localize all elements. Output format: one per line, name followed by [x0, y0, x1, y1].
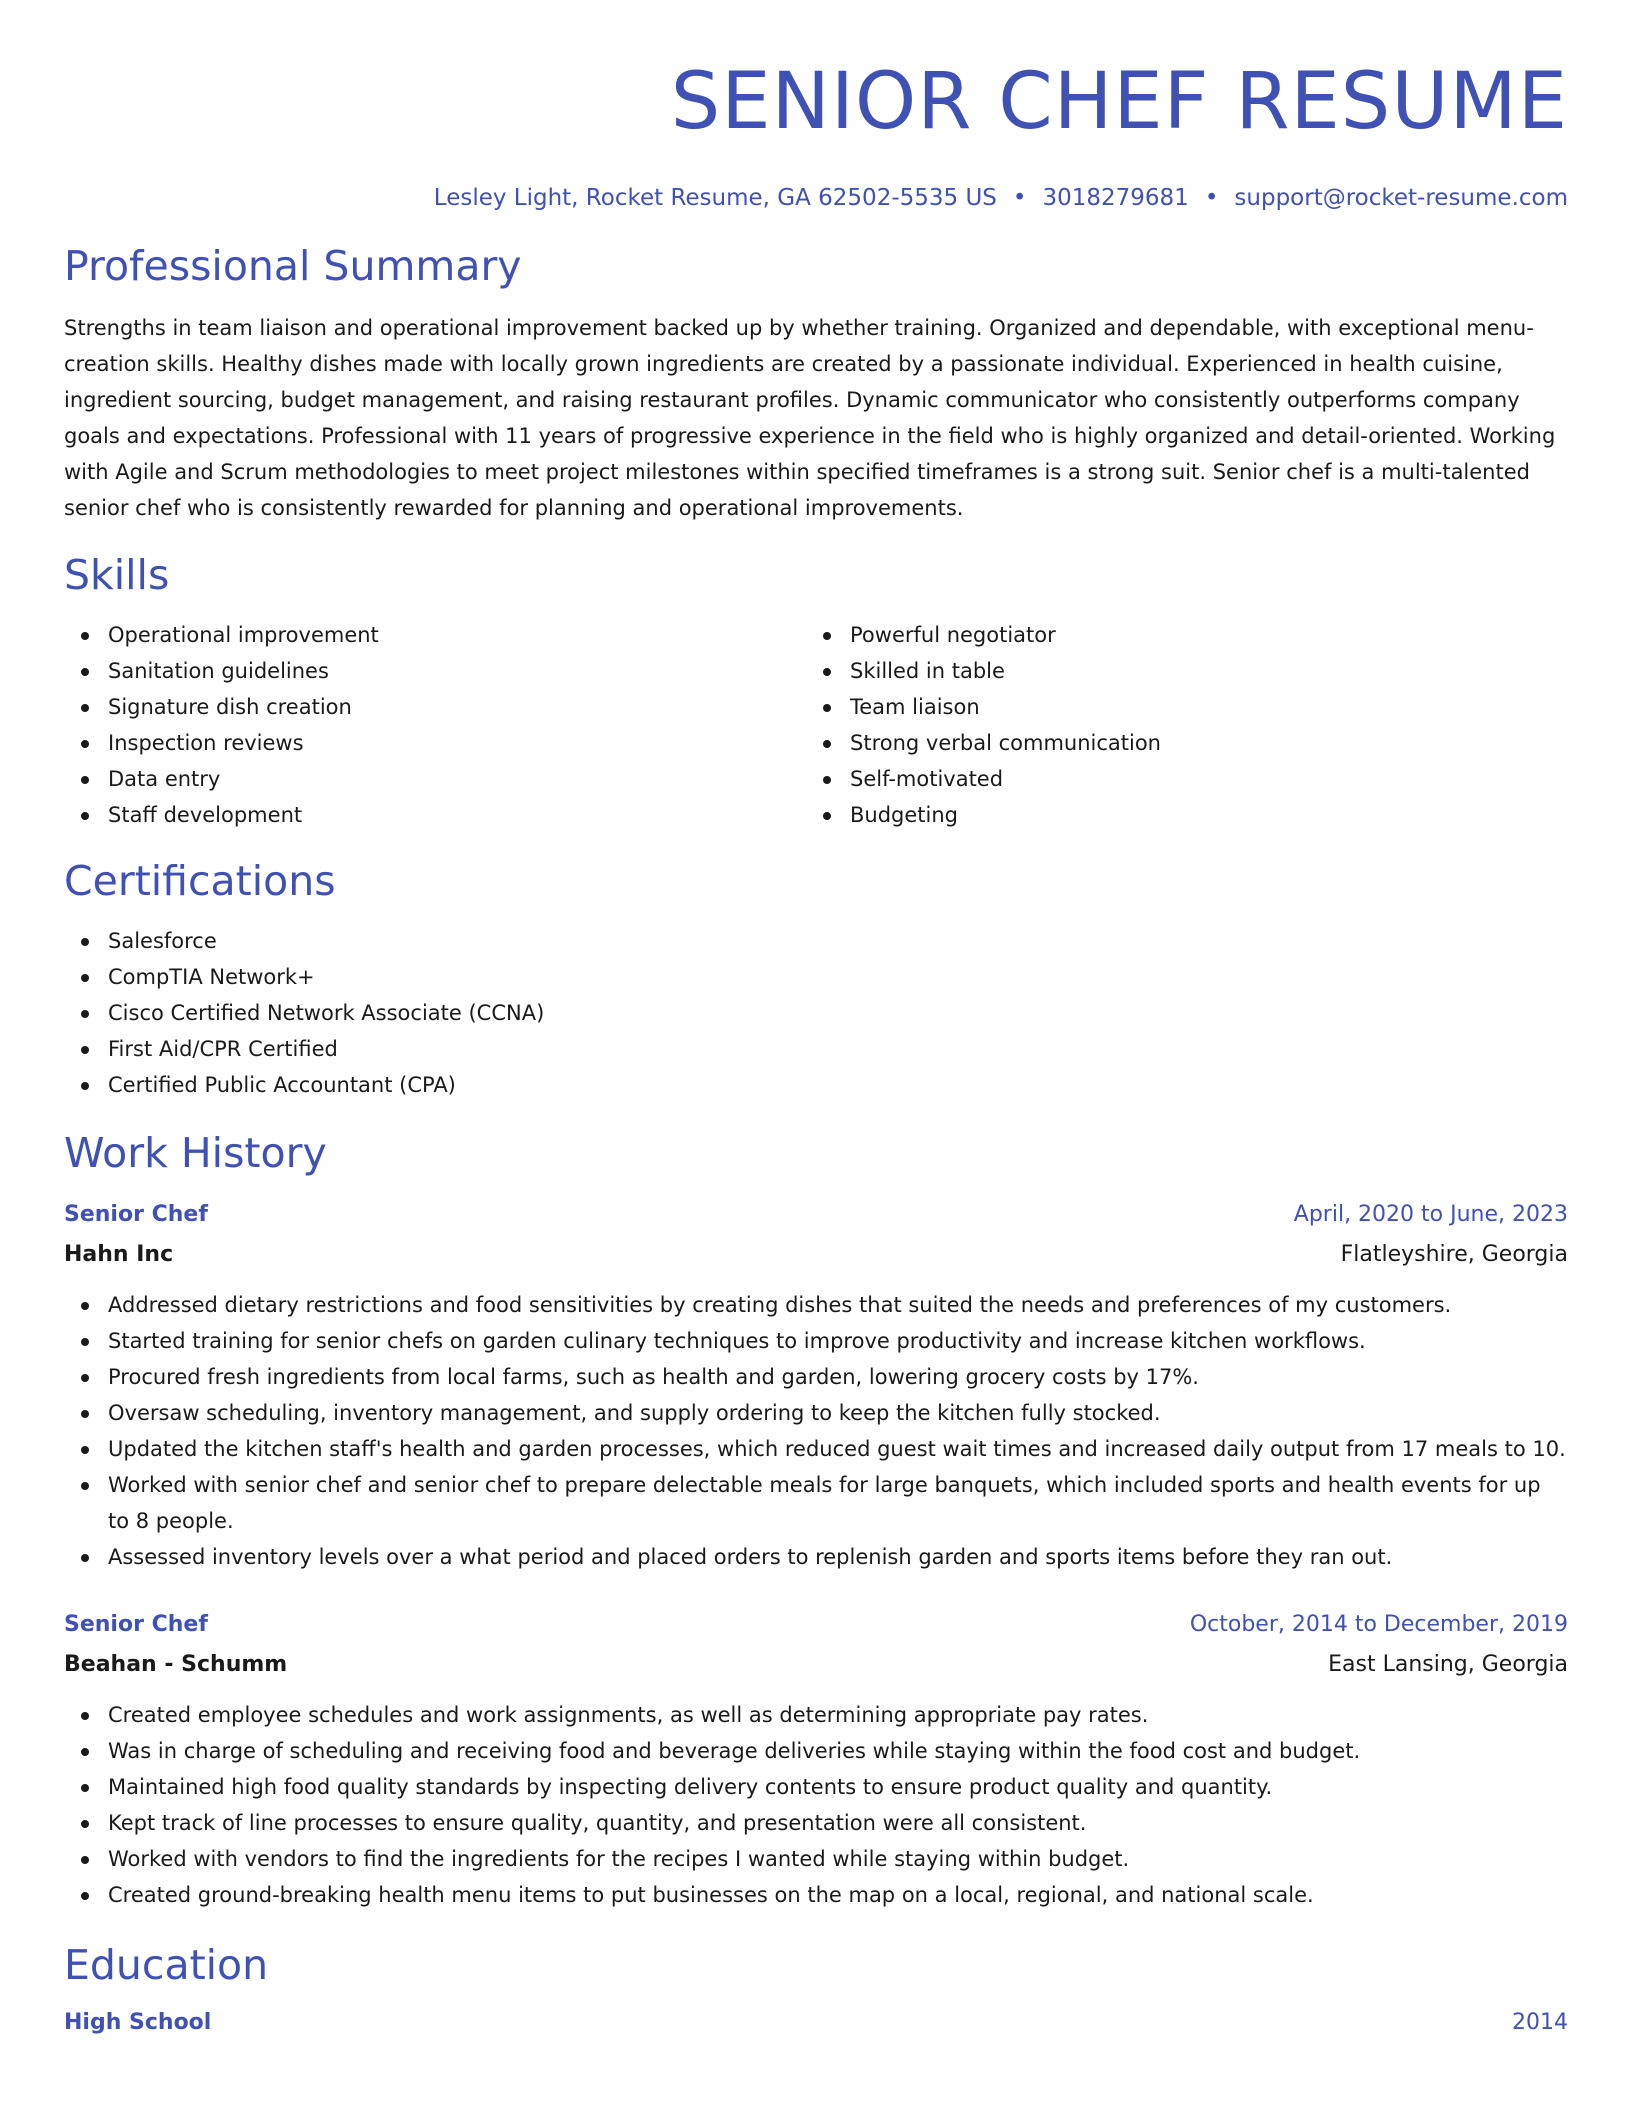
job-location: East Lansing, Georgia — [1328, 1652, 1568, 1677]
contact-separator: • — [1204, 185, 1219, 211]
job-subheader — [64, 1235, 1568, 1275]
skill-item: Data entry — [64, 761, 806, 797]
contact-email: support@rocket-resume.com — [1234, 185, 1568, 211]
skill-item: Team liaison — [806, 689, 1548, 725]
job-bullet: Worked with vendors to find the ingredients for the recipes I wanted while staying within budget. — [64, 1841, 1568, 1877]
section-heading-certifications: Certifications — [64, 857, 336, 905]
skill-item: Operational improvement — [64, 617, 806, 653]
contact-separator: • — [1012, 185, 1027, 211]
certifications-list — [64, 923, 1568, 1103]
skill-item: Skilled in table — [806, 653, 1548, 689]
contact-phone: 3018279681 — [1042, 185, 1189, 211]
job-bullet: Procured fresh ingredients from local farms, such as health and garden, lowering grocery costs by 17%. — [64, 1359, 1568, 1395]
job-bullet: Started training for senior chefs on garden culinary techniques to improve productivity and increase kitchen workflows. — [64, 1323, 1568, 1359]
job-dates: October, 2014 to December, 2019 — [1189, 1612, 1568, 1637]
section-heading-work-history: Work History — [64, 1129, 327, 1177]
job-header — [64, 1195, 1568, 1235]
job-bullet: Worked with senior chef and senior chef to prepare delectable meals for large banquets, which included sports and health events for up to 8 people. — [64, 1467, 1568, 1539]
job-bullets — [64, 1697, 1568, 1913]
job-header — [64, 1605, 1568, 1645]
skill-item: Strong verbal communication — [806, 725, 1548, 761]
job-subheader — [64, 1645, 1568, 1685]
section-heading-summary: Professional Summary — [64, 242, 522, 290]
job-company: Hahn Inc — [64, 1242, 174, 1267]
job-location: Flatleyshire, Georgia — [1340, 1242, 1568, 1267]
certification-item: Cisco Certified Network Associate (CCNA) — [64, 995, 1568, 1031]
job-entry — [64, 1605, 1568, 1913]
job-bullet: Created employee schedules and work assignments, as well as determining appropriate pay rates. — [64, 1697, 1568, 1733]
skill-item: Inspection reviews — [64, 725, 806, 761]
skill-item: Sanitation guidelines — [64, 653, 806, 689]
certification-item: Salesforce — [64, 923, 1568, 959]
job-bullet: Created ground-breaking health menu items to put businesses on the map on a local, regional, and national scale. — [64, 1877, 1568, 1913]
section-heading-skills: Skills — [64, 551, 170, 599]
certification-item: Certified Public Accountant (CPA) — [64, 1067, 1568, 1103]
certifications-section — [64, 855, 1568, 1103]
job-entry — [64, 1195, 1568, 1575]
job-bullet: Oversaw scheduling, inventory management, and supply ordering to keep the kitchen fully stocked. — [64, 1395, 1568, 1431]
skill-item: Staff development — [64, 797, 806, 833]
job-company: Beahan - Schumm — [64, 1652, 288, 1677]
skills-list-right — [806, 617, 1548, 833]
job-bullet: Addressed dietary restrictions and food sensitivities by creating dishes that suited the needs and preferences of my customers. — [64, 1287, 1568, 1323]
job-bullets — [64, 1287, 1568, 1575]
certification-item: First Aid/CPR Certified — [64, 1031, 1568, 1067]
certification-item: CompTIA Network+ — [64, 959, 1568, 995]
skill-item: Self-motivated — [806, 761, 1548, 797]
education-entry — [64, 2003, 1568, 2043]
contact-line — [64, 182, 1568, 214]
skills-list-left — [64, 617, 806, 833]
skills-column-right — [806, 617, 1548, 833]
summary-text: Strengths in team liaison and operational improvement backed up by whether training. Organized and dependable, with exceptional menu-creation skills. Healthy dishes made with locally grown ingredients are created by a passionate individual. Experienced in health cuisine, ingredient sourcing, budget management, and raising restaurant profiles. Dynamic communicator who consistently outperforms company goals and expectations. Professional with 11 years of progressive experience in the field who is highly organized and detail-oriented. Working with Agile and Scrum methodologies to meet project milestones within specified timeframes is a strong suit. Senior chef is a multi-talented senior chef who is consistently rewarded for planning and operational improvements. — [64, 316, 1556, 520]
job-title: Senior Chef — [64, 1202, 208, 1227]
skill-item: Budgeting — [806, 797, 1548, 833]
skills-section — [64, 549, 1568, 833]
skill-item: Signature dish creation — [64, 689, 806, 725]
education-section — [64, 1939, 1568, 2043]
job-bullet: Was in charge of scheduling and receiving food and beverage deliveries while staying within the food cost and budget. — [64, 1733, 1568, 1769]
job-dates: April, 2020 to June, 2023 — [1293, 1202, 1568, 1227]
resume-title: SENIOR CHEF RESUME — [670, 57, 1568, 147]
section-heading-education: Education — [64, 1941, 269, 1989]
education-year: 2014 — [1512, 2010, 1568, 2035]
contact-address: Lesley Light, Rocket Resume, GA 62502-5535 US — [433, 185, 997, 211]
job-bullet: Maintained high food quality standards by inspecting delivery contents to ensure product quality and quantity. — [64, 1769, 1568, 1805]
resume-header — [64, 52, 1568, 214]
summary-section — [64, 240, 1568, 526]
job-bullet: Kept track of line processes to ensure quality, quantity, and presentation were all consistent. — [64, 1805, 1568, 1841]
skills-columns — [64, 617, 1568, 833]
education-degree: High School — [64, 2010, 212, 2035]
work-history-section — [64, 1127, 1568, 1913]
job-title: Senior Chef — [64, 1612, 208, 1637]
job-bullet: Updated the kitchen staff's health and garden processes, which reduced guest wait times and increased daily output from 17 meals to 10. — [64, 1431, 1568, 1467]
skill-item: Powerful negotiator — [806, 617, 1548, 653]
skills-column-left — [64, 617, 806, 833]
job-bullet: Assessed inventory levels over a what period and placed orders to replenish garden and sports items before they ran out. — [64, 1539, 1568, 1575]
